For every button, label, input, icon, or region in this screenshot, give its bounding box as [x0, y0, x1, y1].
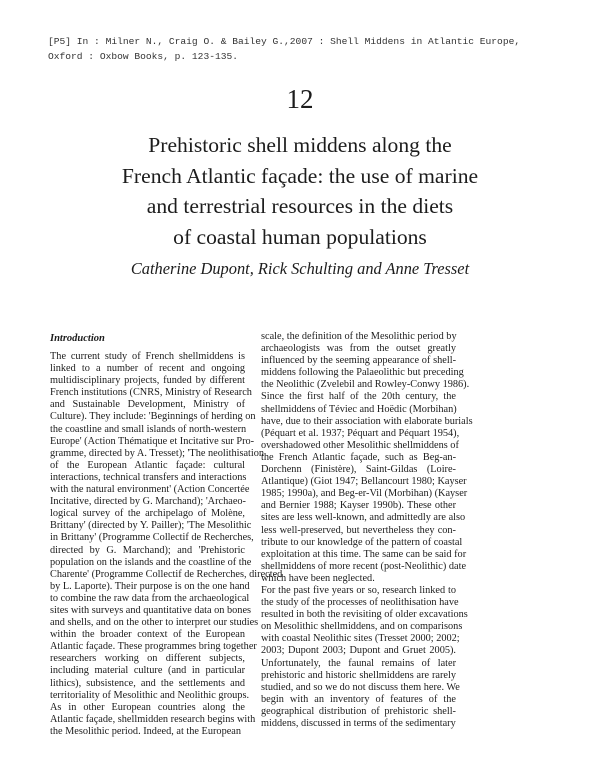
text-line: Atlantic façade. These programmes bring together [50, 641, 257, 653]
chapter-number: 12 [286, 84, 314, 114]
text-line: directed by G. Marchand); and 'Prehistoric [50, 544, 245, 556]
text-line: logical survey of the archipelago of Molène, [50, 508, 245, 520]
text-line: Europe' (Action Thématique et Incitative sur Pro- [50, 435, 255, 447]
text-line: tribute to our knowledge of the pattern of coastal [261, 536, 463, 548]
text-line: exploitation at this time. The same can be said for [261, 548, 467, 560]
title-line: Prehistoric shell middens along the [148, 133, 452, 157]
text-line: population on the islands and the coastline of the [50, 556, 252, 568]
text-line: resulted in both the revisiting of older excavations [261, 609, 468, 621]
text-line: Brittany' (directed by Y. Pailler); 'The Mesolithic [50, 520, 252, 532]
text-line: prehistoric and historic shellmiddens are rarely [261, 669, 456, 681]
text-line: geographical distribution of prehistoric shell- [261, 705, 456, 717]
text-line: researchers working on different subjects, [50, 653, 245, 665]
text-line: lithics), subsistence, and the settlements and [50, 677, 245, 689]
title-line: French Atlantic façade: the use of marine [121, 163, 479, 188]
text-line: to combine the raw data from the archaeological [50, 592, 250, 604]
text-line: As in other European countries along the [50, 701, 245, 713]
text-line: interactions, technical transfers and interactions [50, 471, 247, 483]
text-line: middens following the Palaeolithic but preceding [261, 367, 464, 379]
text-line: Atlantique) (Giot 1947; Bellancourt 1980; Kayser [261, 476, 467, 488]
text-line: less well-preserved, but nevertheless they con- [261, 524, 456, 536]
author-list: Catherine Dupont, Rick Schulting and Anne Tresset [130, 259, 470, 278]
text-line: the French Atlantic façade, such as Beg-an- [261, 451, 456, 463]
section-heading: Introduction [50, 333, 105, 344]
text-line: have, due to their association with elaborate burials [261, 415, 473, 427]
text-line: archaeologists was from the outset greatly [261, 343, 456, 355]
text-line: For the past five years or so, research linked to [261, 584, 456, 596]
text-line: by L. Laporte). Their purpose is on the one hand [50, 580, 250, 592]
text-line: Since the first half of the 20th century, the [261, 391, 456, 403]
text-line: sites are less well-known, and admittedly are also [261, 512, 466, 524]
text-line: territoriality of Mesolithic and Neolithic groups. [50, 689, 250, 701]
text-line: scale, the definition of the Mesolithic period by [261, 331, 457, 342]
right-column [261, 331, 473, 730]
text-line: 2003; Dupont 2003; Dupont and Gruet 2005). [261, 645, 456, 657]
text-line: including material culture (and in particular [50, 665, 245, 677]
text-line: Incitative, directed by G. Marchand); 'Archaeo- [50, 496, 246, 508]
text-line: shellmiddens of Téviec and Hoëdic (Morbihan) [261, 403, 457, 415]
text-line: influenced by the seeming appearance of shell- [261, 355, 456, 367]
text-line: Culture). They include: 'Beginnings of herding on [50, 411, 256, 423]
text-line: sites with surveys and quantitative data on bones [50, 604, 252, 616]
text-line: the coastline and small islands of north-western [50, 423, 247, 435]
text-line: overshadowed other Mesolithic shellmiddens of [261, 439, 459, 451]
text-line: the study of the processes of neolithisation have [261, 597, 459, 609]
text-line: and shells, and on the other to interpret our studies [50, 617, 259, 629]
text-line: linked to a number of recent and ongoing [50, 363, 245, 375]
text-line: on Mesolithic shellmiddens, and on comparisons [261, 621, 463, 633]
text-line: begin with an inventory of features of the [261, 693, 456, 705]
reference-line: Oxford : Oxbow Books, p. 123-135. [48, 51, 238, 62]
text-line: and Bernier 1988; Kayser 1990b). These other [261, 500, 456, 512]
text-line: The current study of French shellmiddens is [50, 351, 245, 362]
reference-line: [P5] In : Milner N., Craig O. & Bailey G.,2007 : Shell Middens in Atlantic Europe, [48, 36, 521, 47]
text-line: and Sustainable Development, Ministry of [50, 399, 245, 411]
title-line: of coastal human populations [173, 224, 427, 249]
text-line: with the natural environment' (Action Concertée [50, 484, 250, 496]
text-line: Atlantic façade, shellmidden research begins with [50, 713, 256, 725]
text-line: Charente' (Programme Collectif de Recherches, directed [50, 568, 283, 580]
paper-title [40, 130, 560, 252]
title-line: and terrestrial resources in the diets [146, 194, 454, 218]
text-line: which have been neglected. [261, 572, 375, 584]
left-column [50, 331, 283, 738]
text-line: of the European Atlantic façade: cultural [50, 459, 245, 471]
text-line: Dorchenn (Finistère), Saint-Gildas (Loire- [261, 464, 456, 476]
text-line: studied, and so we do not discuss them here. We [261, 681, 460, 693]
text-line: gramme, directed by A. Tresset); 'The neolithisation [50, 447, 265, 459]
text-line: French institutions (CNRS, Ministry of Research [50, 387, 252, 399]
text-line: the Neolithic (Zvelebil and Rowley-Conwy 1986). [261, 379, 470, 391]
text-line: within the broader context of the European [50, 629, 245, 641]
text-line: middens, discussed in terms of the sedimentary [261, 718, 456, 729]
text-line: multidisciplinary projects, funded by different [50, 375, 245, 387]
text-line: the Mesolithic period. Indeed, at the European [50, 725, 242, 737]
text-line: 1985; 1990a), and Beg-er-Vil (Morbihan) (Kayser [261, 488, 468, 500]
text-line: shellmiddens of more recent (post-Neolithic) date [261, 560, 467, 572]
source-reference [48, 34, 568, 64]
text-line: with coastal Neolithic sites (Tresset 2000; 2002; [261, 633, 460, 645]
text-line: in Brittany' (Programme Collectif de Recherches, [50, 532, 254, 544]
text-line: Unfortunately, the faunal remains of later [261, 657, 456, 669]
text-line: (Péquart et al. 1937; Péquart and Péquart 1954), [261, 427, 460, 439]
